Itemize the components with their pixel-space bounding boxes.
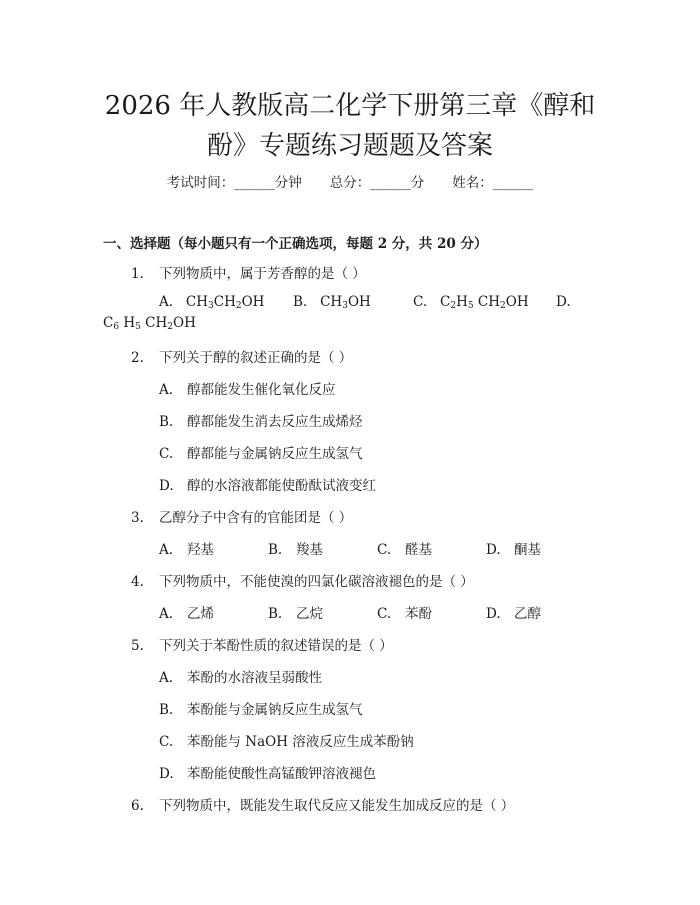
question-text: 下列物质中，属于芳香醇的是（ ） xyxy=(159,266,366,282)
question-4 xyxy=(131,570,474,590)
question-number: 5. xyxy=(131,638,144,654)
question-number: 1. xyxy=(131,266,144,282)
exam-score: 总分：______分 xyxy=(329,175,425,191)
option-5d: D. 苯酚能使酸性高锰酸钾溶液褪色 xyxy=(159,766,376,782)
option-1a: A. $CH_3CH_2OH$ xyxy=(159,294,265,311)
question-1 xyxy=(131,262,366,282)
student-name: 姓名：______ xyxy=(452,175,534,191)
question-text: 下列物质中，既能发生取代反应又能发生加成反应的是（ ） xyxy=(159,798,515,814)
title-line-2: 酚》专题练习题题及答案 xyxy=(206,131,493,161)
exam-time: 考试时间：______分钟 xyxy=(166,175,302,191)
exam-info xyxy=(0,171,700,191)
option-3c: C. 醛基 xyxy=(377,542,432,558)
option-2d: D. 醇的水溶液都能使酚酞试液变红 xyxy=(159,478,376,494)
option-1c: C. $C_2H_5$ $CH_2OH$ xyxy=(413,294,529,311)
question-text: 下列物质中，不能使溴的四氯化碳溶液褪色的是（ ） xyxy=(159,574,474,590)
option-4c: C. 苯酚 xyxy=(377,606,432,622)
question-text: 下列关于苯酚性质的叙述错误的是（ ） xyxy=(159,638,393,654)
question-text: 下列关于醇的叙述正确的是（ ） xyxy=(159,350,353,366)
question-6 xyxy=(131,794,514,814)
option-3d: D. 酮基 xyxy=(486,542,541,558)
option-1d-label: D. xyxy=(556,294,571,310)
option-3b: B. 羧基 xyxy=(268,542,323,558)
question-3 xyxy=(131,506,352,526)
option-4b: B. 乙烷 xyxy=(268,606,323,622)
option-5c: C. 苯酚能与 NaOH 溶液反应生成苯酚钠 xyxy=(159,734,414,750)
title-line-1: 2026 年人教版高二化学下册第三章《醇和 xyxy=(104,91,596,121)
option-5a: A. 苯酚的水溶液呈弱酸性 xyxy=(159,670,322,686)
question-number: 2. xyxy=(131,350,144,366)
question-2 xyxy=(131,346,352,366)
option-3a: A. 羟基 xyxy=(159,542,214,558)
option-1b: B. $CH_3OH$ xyxy=(293,294,371,311)
option-label: A. xyxy=(159,294,174,310)
option-label: B. xyxy=(293,294,308,310)
question-number: 3. xyxy=(131,510,144,526)
document-title xyxy=(80,86,620,166)
option-4a: A. 乙烯 xyxy=(159,606,214,622)
question-5 xyxy=(131,634,393,654)
section-heading: 一、选择题（每小题只有一个正确选项，每题 2 分，共 20 分） xyxy=(103,236,488,252)
option-label: C. xyxy=(413,294,428,310)
option-4d: D. 乙醇 xyxy=(486,606,541,622)
option-5b: B. 苯酚能与金属钠反应生成氢气 xyxy=(159,702,363,718)
option-2a: A. 醇都能发生催化氧化反应 xyxy=(159,382,336,398)
question-text: 乙醇分子中含有的官能团是（ ） xyxy=(159,510,353,526)
option-1d: $C_6$ $H_5$ $CH_2OH$ xyxy=(103,315,196,332)
question-number: 4. xyxy=(131,574,144,590)
option-2b: B. 醇都能发生消去反应生成烯烃 xyxy=(159,414,363,430)
question-number: 6. xyxy=(131,798,144,814)
option-2c: C. 醇都能与金属钠反应生成氢气 xyxy=(159,446,363,462)
